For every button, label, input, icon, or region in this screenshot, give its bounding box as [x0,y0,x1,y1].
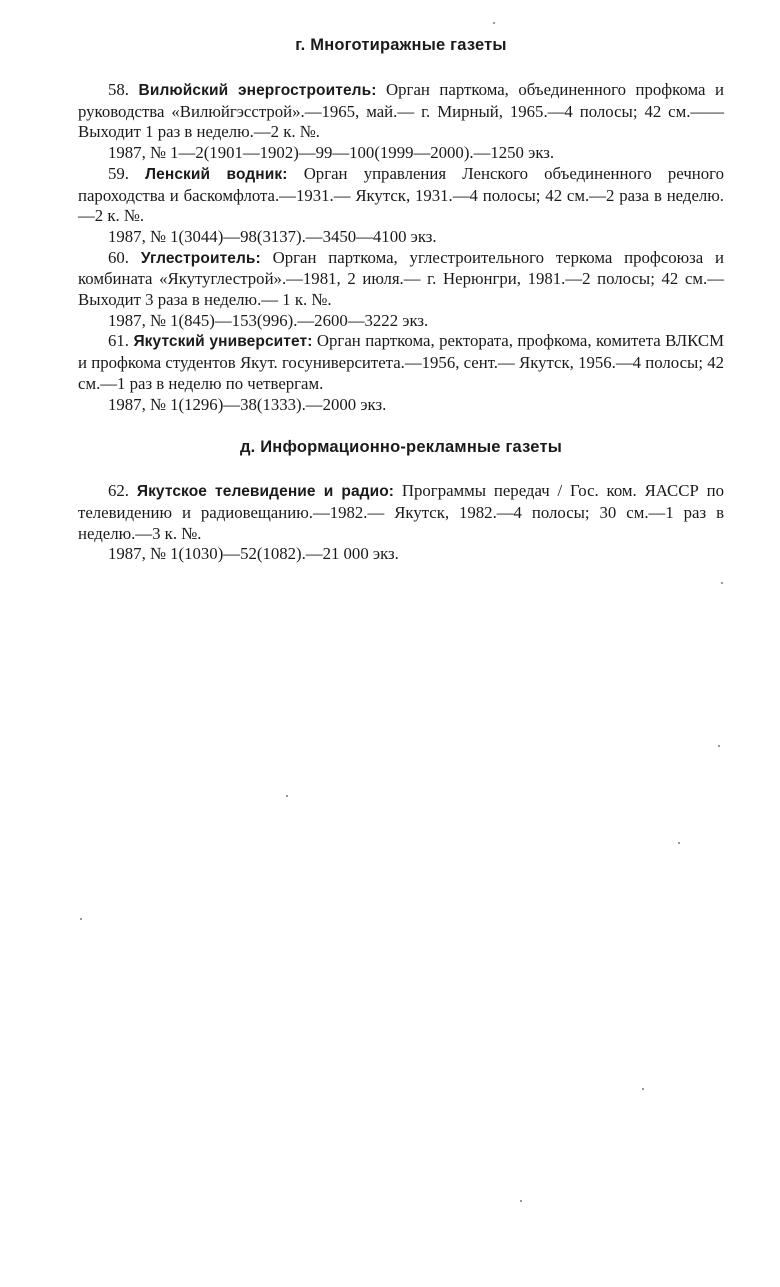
entry-issues: 1987, № 1(1030)—52(1082).—21 000 экз. [108,544,399,564]
scan-speck [718,745,720,747]
scan-speck [493,22,495,24]
entry-text [78,164,724,227]
entry-text [78,331,724,394]
entry-body: Орган парткома, ректората, профкома, комитета ВЛКСМ и профкома студентов Якут. госуниверситета.—1956, сент.— Якутск, 1956.—4 полосы; 42 см.—1 раз в неделю по четвергам. [78,331,724,393]
entry-issues: 1987, № 1(3044)—98(3137).—3450—4100 экз. [108,226,437,246]
entry-text [78,80,724,143]
entry-title: Вилюйский энергостроитель: [138,82,377,99]
entry-59 [78,164,724,248]
scan-speck [642,1088,644,1090]
entry-62 [78,481,724,565]
entry-issues: 1987, № 1(1296)—38(1333).—2000 экз. [108,394,387,414]
section-heading-multicirculation: г. Многотиражные газеты [295,36,507,54]
section-heading-info-advertising: д. Информационно-рекламные газеты [239,438,563,457]
entry-issues: 1987, № 1(845)—153(996).—2600—3222 экз. [108,310,429,330]
scan-speck [520,1200,522,1202]
entry-number: 58. [108,80,129,99]
entry-60 [78,248,724,332]
entry-number: 60. [108,247,129,267]
entry-title: Якутский университет: [133,333,313,351]
scan-speck [721,582,723,584]
scan-speck [678,842,680,844]
entry-title: Ленский водник: [145,165,288,183]
entry-body: Орган парткома, углестроительного теркома профсоюза и комбината «Якутуглестрой».—1981, 2 июля.— г. Нерюнгри, 1981.—2 полосы; 42 см.— Выходит 3 раза в неделю.— 1 к. №. [78,247,725,310]
scan-speck [80,918,82,920]
entry-number: 62. [108,481,129,501]
entry-title: Углестроитель: [140,249,261,267]
entry-58 [78,80,724,164]
entry-number: 59. [108,163,129,183]
entry-text [78,481,724,544]
entry-issues: 1987, № 1—2(1901—1902)—99—100(1999—2000).—1250 экз. [108,143,555,163]
entry-body: Программы передач / Гос. ком. ЯАССР по телевидению и радиовещанию.—1982.— Якутск, 1982.—4 полосы; 30 см.—1 раз в неделю.—3 к. №. [78,481,724,543]
scan-speck [286,795,288,797]
entry-body: Орган управления Ленского объединенного речного пароходства и баскомфлота.—1931.— Якутск, 1931.—4 полосы; 42 см.—2 раза в неделю.—2 к. №. [78,163,724,226]
entry-text [78,248,724,311]
entry-61 [78,331,724,415]
document-page [78,36,724,565]
entry-number: 61. [108,331,129,351]
entry-body: Орган парткома, объединенного профкома и руководства «Вилюйгэсстрой».—1965, май.— г. Мирный, 1965.—4 полосы; 42 см.—— Выходит 1 раз в неделю.—2 к. №. [78,80,724,142]
entry-title: Якутское телевидение и радио: [136,483,395,501]
